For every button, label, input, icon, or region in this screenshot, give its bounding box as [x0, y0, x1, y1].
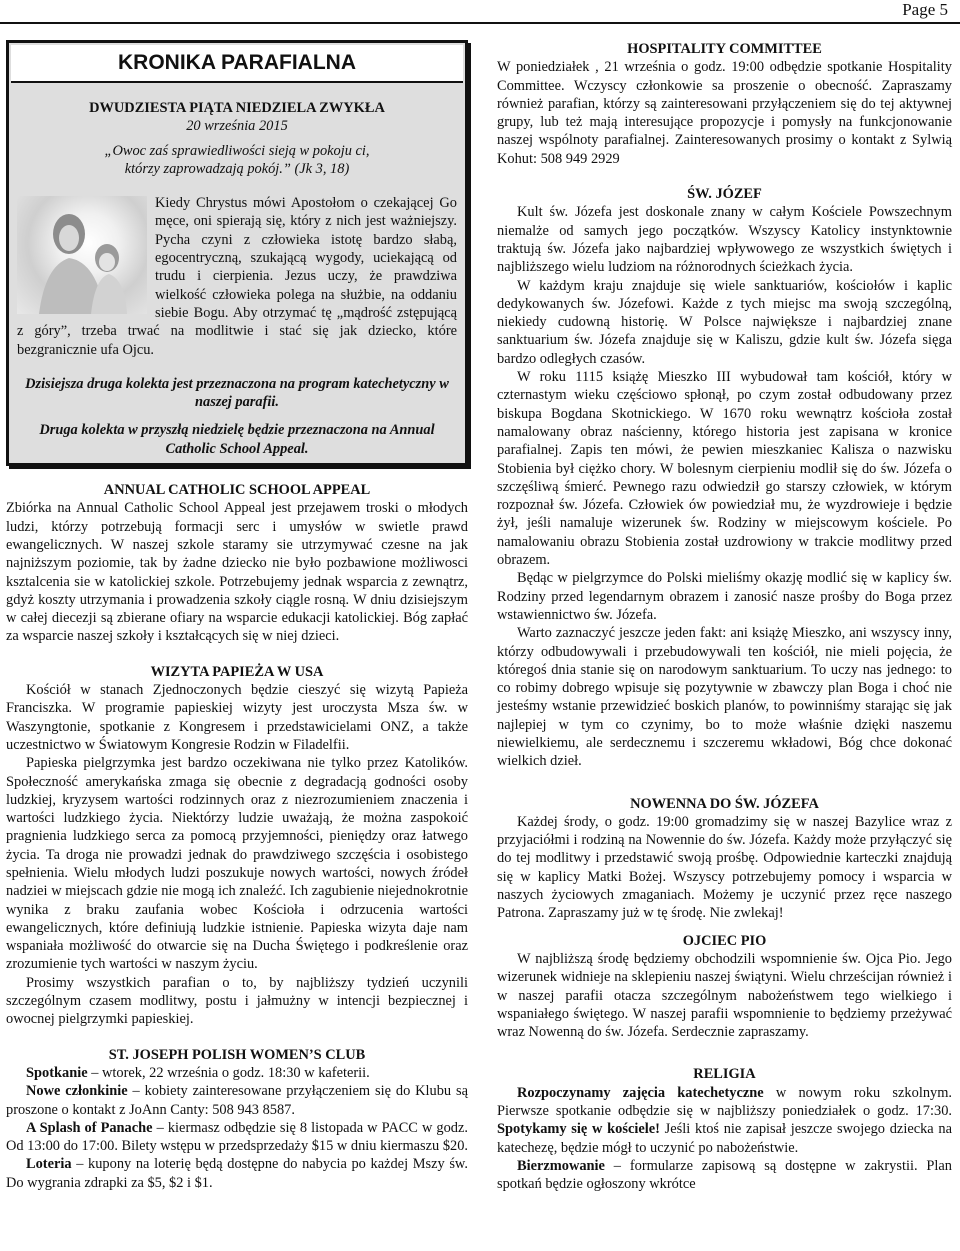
jesus-with-child-image [17, 196, 147, 314]
pope-section [6, 663, 468, 1029]
jozef-section [497, 185, 952, 771]
pio-text: W najbliższą środę będziemy obchodzili wspomnienie św. Ojca Pio. Jego wizerunek widnieje na sklepieniu naszej świątyni. Wielu chrześcijan również i w naszej parafii otacza szczególnym nabożeństwem tego wielkiego i wspaniałego świętego. W naszej parafii wspomnienie to będziemy przeżywać wraz Nowenną do św. Józefa. Serdecznie zapraszamy. [497, 950, 952, 1041]
collection-today: Dzisiejsza druga kolekta jest przeznaczona na program katechetyczny w naszej parafii. [25, 375, 449, 411]
religia-section [497, 1065, 952, 1193]
header-rule [0, 22, 960, 24]
collection-next: Druga kolekta w przyszłą niedzielę będzie przeznaczona na Annual Catholic School Appeal. [39, 422, 435, 457]
religia-paragraph-2: Bierzmowanie – formularze zapisową są dostępne w zakrystii. Plan spotkań będzie ogłoszony wkrótce [497, 1157, 952, 1193]
kronika-box [6, 40, 468, 466]
nowenna-text: Każdej środy, o godz. 19:00 gromadzimy się w naszej Bazylice wraz z przyjaciółmi i rodziną na Nowennie do św. Józefa. Każdy może przyłączyć się do tej modlitwy i przedstawić swoją prośbę. Odpowiednie karteczki znajdują się w kaplicy Matki Bożej. Wszyscy potrzebujemy pomocy i wsparcia w naszych życiowych zmaganiach. Możemy je uczynić przez ręce naszego Patrona. Zapraszamy już w tę środę. Nie zwlekaj! [497, 813, 952, 922]
club-item-lottery: Loteria – kupony na loterię będą dostępne do nabycia po każdej Mszy św. Do wygrania zdrapki za $5, $2 i $1. [6, 1156, 468, 1191]
jozef-title: ŚW. JÓZEF [687, 186, 762, 203]
nowenna-section [497, 795, 952, 923]
quote-line-1: „Owoc zaś sprawiedliwości sieją w pokoju ci, [104, 142, 370, 159]
hospitality-title: HOSPITALITY COMMITTEE [627, 41, 822, 57]
pope-paragraph-1: Kościół w stanach Zjednoczonych będzie cieszyć się wizytą Papieża Franciszka. W programie papieskiej wizyty jest uroczysta Msza św. w Waszyngtonie, spotkanie z Kongresem i przedstawicielami ONZ, a także uczestnictwo w Światowym Kongresie Rodzin w Filadelfii. [6, 682, 468, 753]
sunday-date: 20 września 2015 [186, 118, 288, 135]
jozef-paragraph-3: W roku 1115 książę Mieszko III wybudował tam kościół, który w czternastym wieku częściowo spłonął, po czym został odbudowany przez biskupa Bogdana Skotnickiego. W 1670 roku wewnątrz kościoła został namalowany obraz naścienny, którego historia jest zapisana w kronice parafialnej. Zapis ten mówi, że pewien mieszkaniec Kalisza o nazwisku Stobienia był ciężko chory. W bolesnym cierpieniu modlił się do św. Józefa o szczęśliwą śmierć. Pewnego razu odwiedził go starszy człowiek, w którym rozpoznał św. Józefa. Człowiek ów powiedział mu, że wyzdrowieje i będzie żył, jeśli namaluje wizerunek św. Rodziny w miejscowym kościele. Po namalowaniu obrazu Stobienia został uzdrowiony w trakcie modlitwy przed obrazem. [497, 369, 952, 569]
left-column [6, 40, 468, 1192]
club-item-members: Nowe członkinie – kobiety zainteresowane przyłączeniem się do Klubu są proszone o kontakt z JoAnn Canty: 508 943 8587. [6, 1083, 468, 1118]
club-section [6, 1046, 468, 1192]
sunday-title: DWUDZIESTA PIĄTA NIEDZIELA ZWYKŁA [89, 100, 385, 116]
kronika-title: KRONIKA PARAFIALNA [11, 45, 463, 83]
pope-paragraph-2: Papieska pielgrzymka jest bardzo oczekiwana nie tylko przez Katolików. Społeczność amerykańska zmaga się obecnie z degradacją godności osoby ludzkiej, kryzysem wartości rodzinnych oraz z niezrozumieniem znaczenia i wartości ludzkiego życia. Niektórzy ludzie uważają, że można zaspokoić pragnienia ludzkiego serca za pomocą przyjemności, pieniędzy oraz łatwego życia. Ta droga nie prowadzi jednak do prawdziwego szczęścia i osobistego spełnienia. Wielu młodych ludzi poszukuje nowych wartości, nowych źródeł nadziei w miejscach gdzie nie mogą ich znaleźć. Ich zagubienie niejednokrotnie wynika z braku zaufania wobec Kościoła i odrzucenia wartości ewangelicznych, które definiują ludzkie istnienie. Papieska wizyta daje nam wspaniała możliwość do otwarcie się na Ducha Świętego i podkreślenie oraz zrozumienie tych wartości w naszym życiu. [6, 755, 468, 973]
pope-paragraph-3: Prosimy wszystkich parafian o to, by najbliższy tydzień uczynili szczególnym czasem modlitwy, postu i jałmużny w intencji bezpiecznej i owocnej pielgrzymki papieskiej. [6, 974, 468, 1028]
hospitality-section [497, 40, 952, 168]
religia-title: RELIGIA [693, 1066, 756, 1083]
appeal-section [6, 481, 468, 646]
quote-line-2: którzy zaprowadzają pokój.” (Jk 3, 18) [124, 160, 350, 177]
hospitality-text: W poniedziałek , 21 września o godz. 19:00 odbędzie spotkanie Hospitality Committee. Wczyscy członkowie sa proszenie o obecność. Zapraszamy również parafian, którzy są zainteresowani przyłączeniem się do tej aktywnej grupy, lub też mają interesujące propozycje i pomysły na funkcjonowanie naszej wspólnoty parafialnej. Zainteresowanych prosimy o kontakt z Sylwią Kohut: 508 949 2929 [497, 59, 952, 167]
jozef-paragraph-4: Będąc w pielgrzymce do Polski mieliśmy okazję modlić się w kaplicy św. Rodziny przed legendarnym obrazem i zanosić nasze prośby do Boga przez wstawiennictwo św. Józefa. [497, 570, 952, 623]
jozef-paragraph-1: Kult św. Józefa jest doskonale znany w całym Kościele Powszechnym niemalże od samych jego początków. Wszyscy Katolicy instynktownie traktują św. Józefa jako najbardziej wpływowego ze wszystkich świętych i najbliższego wielu ludziom na różnorodnych ścieżkach życia. [497, 204, 952, 276]
pio-section [497, 932, 952, 1042]
nowenna-title: NOWENNA DO ŚW. JÓZEFA [630, 795, 819, 812]
club-title: ST. JOSEPH POLISH WOMEN’S CLUB [108, 1046, 366, 1063]
jozef-paragraph-2: W każdym kraju znajduje się wiele sanktuariów, kościołów i kaplic dedykowanych św. Józefowi. Każde z tych miejsc ma swoją szczególną, niekiedy cudowną historię. W Polsce największe i najbardziej znane sanktuarium św. Józefa znajduje się w Kaliszu, gdzie kult św. Józefa sięga bardzo odległych czasów. [497, 277, 952, 367]
pio-title: OJCIEC PIO [682, 932, 767, 949]
appeal-text: Zbiórka na Annual Catholic School Appeal jest przejawem troski o młodych ludzi, którzy potrzebują formacji serc i umysłów w swietle prawd ewangelicznych. W naszej szkole staramy sie utrzymywać czesne na jak najniższym poziomie, tak by żadne dziecko nie było pozbawione możliwosci ksztalcenia sie w katolickiej szkole. Potrzebujemy jednak wsparcia z zewnątrz, gdyż koszty utrzymania i prowadzenia szkoły ciągle rosną. W dniu dzisiejszym w całej diecezji są zbierane ofiary na wsparcie edukacji katolickiej. Bóg zapłać za wsparcie naszej szkoły i kształcących się w niej dzieci. [6, 500, 468, 645]
pope-title: WIZYTA PAPIEŻA W USA [150, 663, 324, 680]
jozef-paragraph-5: Warto zaznaczyć jeszcze jeden fakt: ani książę Mieszko, ani wszyscy inny, którzy odbudowywali i przebudowywali ten kościół, nie mieli pojęcia, że któregoś dnia stanie się on narodowym sanktuarium. To uczy nas jednego: to co robimy dobrego wpisuje się pozytywnie w zbawczy plan Boga i choć nie jesteśmy wstanie przewidzieć boskich planów, to powinniśmy starając się jak najlepiej w tym co czynimy, bo to może właśnie dzięki naszemu niewielkiemu, ale serdecznemu i szczeremu wkładowi, Bóg chce dokonać wielkich dzieł. [497, 625, 952, 770]
right-column [497, 40, 952, 1194]
club-item-meeting: Spotkanie – wtorek, 22 września o godz. 18:30 w kafeterii. [26, 1064, 370, 1081]
reflection-text: Kiedy Chrystus mówi Apostołom o czekającej Go męce, oni spierają się, który z nich jest ważniejszy. Pycha czyni z człowieka istotę bardzo słabą, egocentryczną, szukającą wygody, uciekającą od trudu i cierpienia. Jezus uczy, że prawdziwa wielkość człowieka polega na służbie, na oddaniu siebie Bogu. Aby otrzymać tę „mądrość zstępującą z góry”, trzeba trwać na modlitwie i stać się jak dziecko, które bezgranicznie ufa Ojcu. [17, 195, 457, 358]
club-item-splash: A Splash of Panache – kiermasz odbędzie się 8 listopada w PACC w godz. Od 13:00 do 17:00. Bilety wstępu w przedsprzedaży $15 w dniu kiermaszu $20. [6, 1119, 469, 1155]
page-number: Page 5 [902, 0, 948, 19]
religia-paragraph-1: Rozpoczynamy zajęcia katechetyczne w nowym roku szkolnym. Pierwsze spotkanie odbędzie się w najbliższy poniedziałek o godz. 17:30. Spotykamy się w kościele! Jeśli ktoś nie zapisał jeszcze swojego dziecka na katechezę, będzie mógł to uczynić po nabożeństwie. [497, 1084, 952, 1156]
appeal-title: ANNUAL CATHOLIC SCHOOL APPEAL [103, 482, 371, 499]
